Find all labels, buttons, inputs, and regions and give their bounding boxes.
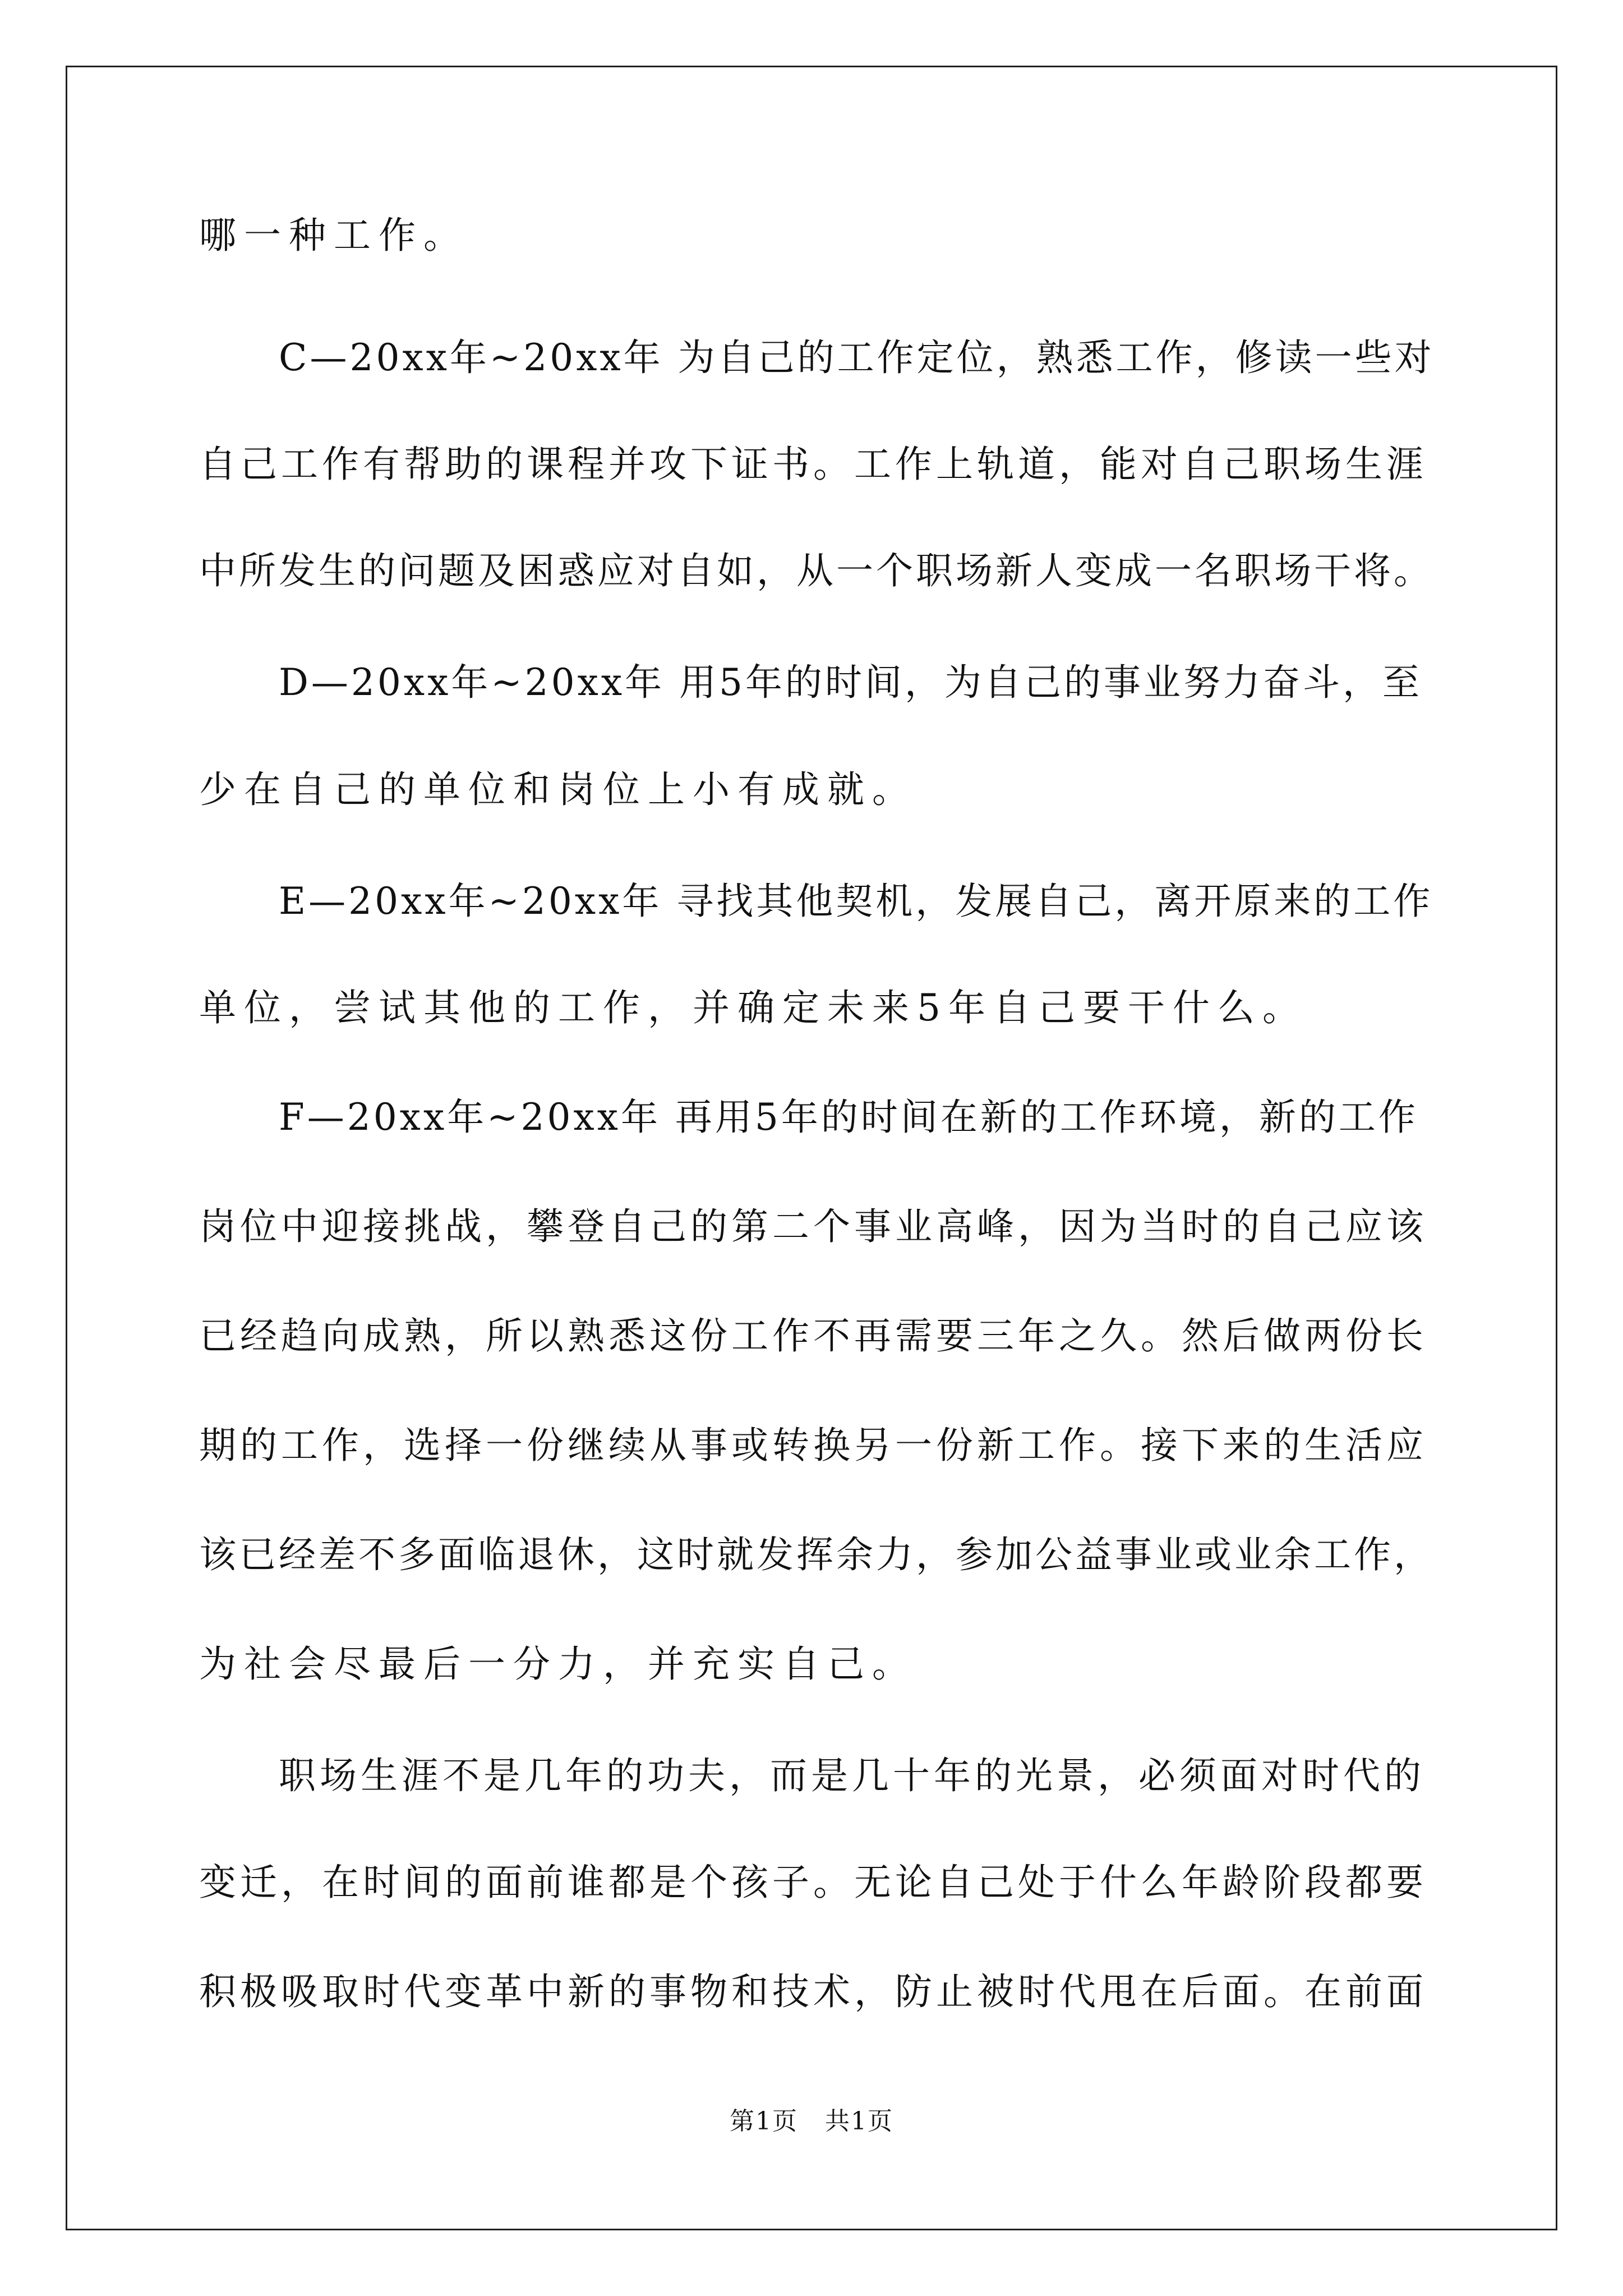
text-line: 已经趋向成熟，所以熟悉这份工作不再需要三年之久。然后做两份长 <box>199 1314 1427 1358</box>
paragraph-first-line: F—20xx年~20xx年 再用5年的时间在新的工作环境，新的工作 <box>279 1096 1418 1139</box>
paragraph-first-line: E—20xx年~20xx年 寻找其他契机，发展自己，离开原来的工作 <box>279 880 1433 923</box>
text-line: 单位，尝试其他的工作，并确定未来5年自己要干什么。 <box>199 986 1307 1029</box>
text-line: 岗位中迎接挑战，攀登自己的第二个事业高峰，因为当时的自己应该 <box>199 1205 1427 1248</box>
paragraph-first-line: D—20xx年~20xx年 用5年的时间，为自己的事业努力奋斗，至 <box>279 661 1423 704</box>
text-line: 积极吸取时代变革中新的事物和技术，防止被时代甩在后面。在前面 <box>199 1970 1427 2013</box>
page-number-footer: 第1页 共1页 <box>730 2107 893 2136</box>
text-line: 哪一种工作。 <box>199 214 468 257</box>
text-line: 中所发生的问题及困惑应对自如，从一个职场新人变成一名职场干将。 <box>199 549 1433 592</box>
text-line: 自己工作有帮助的课程并攻下证书。工作上轨道，能对自己职场生涯 <box>199 443 1427 486</box>
text-line: 变迁，在时间的面前谁都是个孩子。无论自己处于什么年龄阶段都要 <box>199 1861 1427 1904</box>
text-line: 该已经差不多面临退休，这时就发挥余力，参加公益事业或业余工作， <box>199 1533 1433 1576</box>
text-line: 期的工作，选择一份继续从事或转换另一份新工作。接下来的生活应 <box>199 1424 1427 1467</box>
text-line: 为社会尽最后一分力，并充实自己。 <box>199 1642 917 1686</box>
paragraph-first-line: 职场生涯不是几年的功夫，而是几十年的光景，必须面对时代的 <box>279 1754 1425 1797</box>
paragraph-first-line: C—20xx年~20xx年 为自己的工作定位，熟悉工作，修读一些对 <box>279 336 1435 379</box>
text-line: 少在自己的单位和岗位上小有成就。 <box>199 768 917 811</box>
